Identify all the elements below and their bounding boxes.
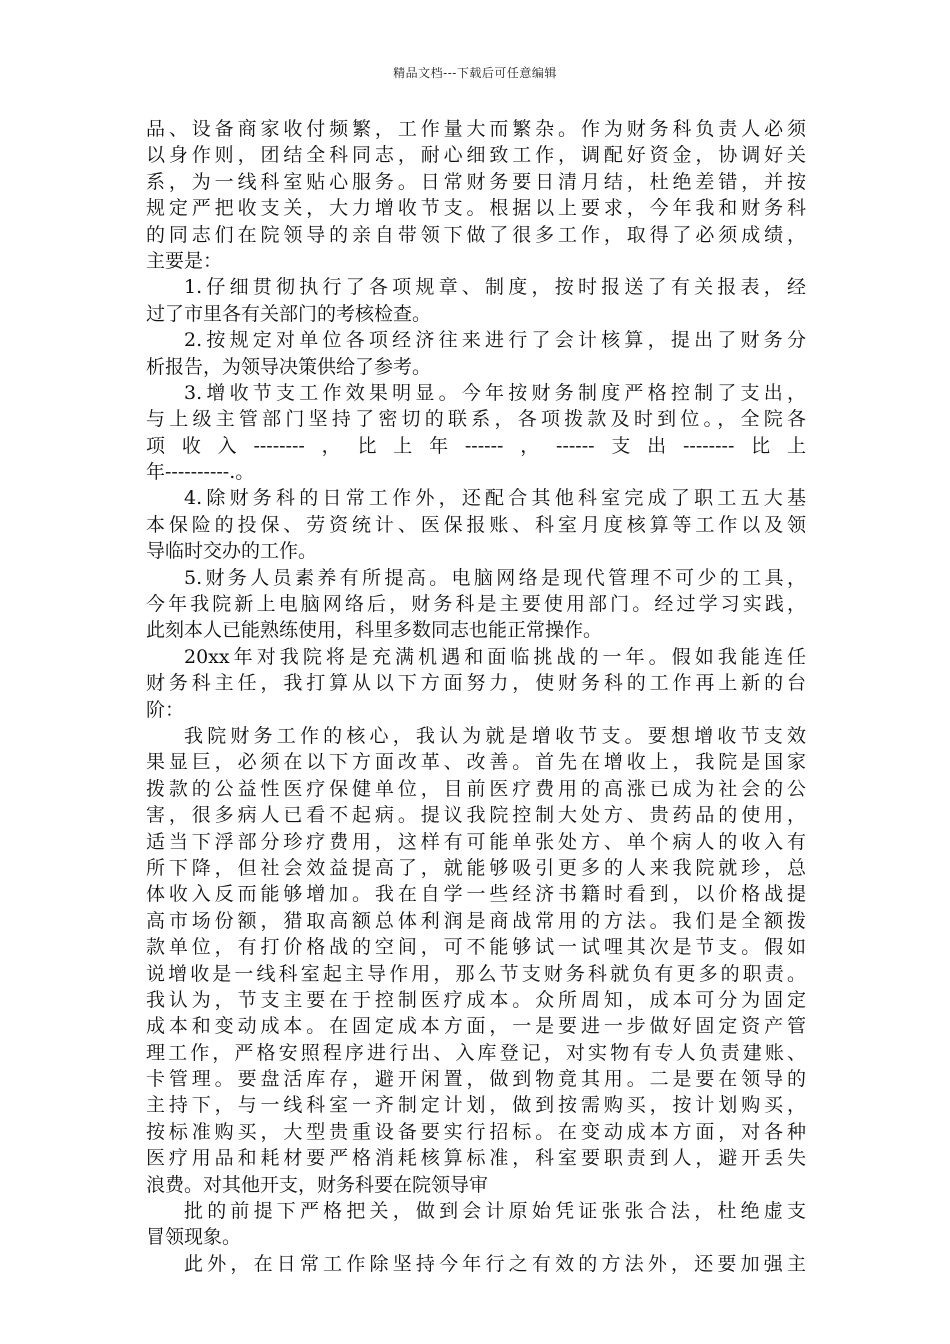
text-line: 品、设备商家收付频繁，工作量大而繁杂。作为财务科负责人必须 [146, 118, 806, 140]
text-line: 2.按规定对单位各项经济往来进行了会计核算，提出了财务分 [184, 329, 806, 352]
text-line: 今年我院新上电脑网络后，财务科是主要使用部门。经过学习实践， [146, 593, 806, 616]
text-line: 财务科主任，我打算从以下方面努力，使财务科的工作再上新的台 [146, 672, 806, 695]
text-line: 本保险的投保、劳资统计、医保报账、科室月度核算等工作以及领 [146, 513, 806, 536]
text-line: 成本和变动成本。在固定成本方面，一是要进一步做好固定资产管 [146, 1015, 806, 1038]
text-line: 20xx年对我院将是充满机遇和面临挑战的一年。假如我能连任 [184, 645, 806, 668]
text-line: 此外，在日常工作除坚持今年行之有效的方法外，还要加强主 [184, 1252, 806, 1275]
text-line: 说增收是一线科室起主导作用，那么节支财务科就负有更多的职责。 [146, 962, 806, 985]
text-line: 的同志们在院领导的亲自带领下做了很多工作，取得了必须成绩， [146, 223, 806, 246]
text-line: 我院财务工作的核心，我认为就是增收节支。要想增收节支效 [184, 724, 806, 747]
text-line: 以身作则，团结全科同志，耐心细致工作，调配好资金，协调好关 [146, 144, 806, 167]
text-line: 批的前提下严格把关，做到会计原始凭证张张合法，杜绝虚支 [184, 1200, 806, 1223]
text-line: 卡管理。要盘活库存，避开闲置，做到物竟其用。二是要在领导的 [146, 1068, 806, 1091]
text-line: 阶： [146, 698, 185, 721]
text-line: 拨款的公益性医疗保健单位，目前医疗费用的高涨已成为社会的公 [146, 777, 806, 800]
text-line: 主要是： [146, 249, 223, 272]
text-line: 款单位，有打价格战的空间，可不能够试一试哩其次是节支。假如 [146, 936, 806, 959]
text-line: 按标准购买，大型贵重设备要实行招标。在变动成本方面，对各种 [146, 1120, 806, 1143]
text-line: 年----------.。 [146, 461, 255, 484]
text-line: 项收入--------，比上年------，------支出--------比上 [146, 434, 806, 457]
text-line: 4.除财务科的日常工作外，还配合其他科室完成了职工五大基 [184, 487, 806, 510]
text-line: 导临时交办的工作。 [146, 540, 318, 563]
text-line: 适当下浮部分珍疗费用，这样有可能单张处方、单个病人的收入有 [146, 830, 806, 853]
text-line: 果显巨，必须在以下方面改革、改善。首先在增收上，我院是国家 [146, 751, 806, 774]
text-line: 规定严把收支关，大力增收节支。根据以上要求，今年我和财务科 [146, 197, 806, 220]
text-line: 主持下，与一线科室一齐制定计划，做到按需购买，按计划购买， [146, 1094, 806, 1117]
text-line: 害，很多病人已看不起病。提议我院控制大处方、贵药品的使用， [146, 804, 806, 827]
text-line: 医疗用品和耗材要严格消耗核算标准，科室要职责到人，避开丢失 [146, 1147, 806, 1170]
text-line: 5.财务人员素养有所提高。电脑网络是现代管理不可少的工具， [184, 566, 806, 589]
text-line: 析报告，为领导决策供给了参考。 [146, 355, 432, 378]
text-line: 我认为，节支主要在于控制医疗成本。众所周知，成本可分为固定 [146, 988, 806, 1011]
text-line: 此刻本人已能熟练使用，科里多数同志也能正常操作。 [146, 619, 603, 642]
text-line: 与上级主管部门坚持了密切的联系，各项拨款及时到位。，全院各 [146, 408, 806, 431]
page-header: 精品文档---下载后可任意编辑 [393, 66, 557, 80]
text-line: 浪费。对其他开支，财务科要在院领导审 [146, 1173, 489, 1196]
text-line: 过了市里各有关部门的考核检查。 [146, 302, 432, 325]
text-line: 理工作，严格安照程序进行出、入库登记，对实物有专人负责建账、 [146, 1041, 806, 1064]
text-line: 3.增收节支工作效果明显。今年按财务制度严格控制了支出， [184, 381, 806, 404]
text-line: 1.仔细贯彻执行了各项规章、制度，按时报送了有关报表，经 [184, 276, 806, 299]
document-body [146, 116, 806, 1277]
text-line: 高市场份额，猎取高额总体利润是商战常用的方法。我们是全额拨 [146, 909, 806, 932]
text-line: 体收入反而能够增加。我在自学一些经济书籍时看到，以价格战提 [146, 883, 806, 906]
text-line: 所下降，但社会效益提高了，就能够吸引更多的人来我院就珍，总 [146, 856, 806, 879]
text-line: 系，为一线科室贴心服务。日常财务要日清月结，杜绝差错，并按 [146, 170, 806, 193]
text-line: 冒领现象。 [146, 1226, 242, 1249]
